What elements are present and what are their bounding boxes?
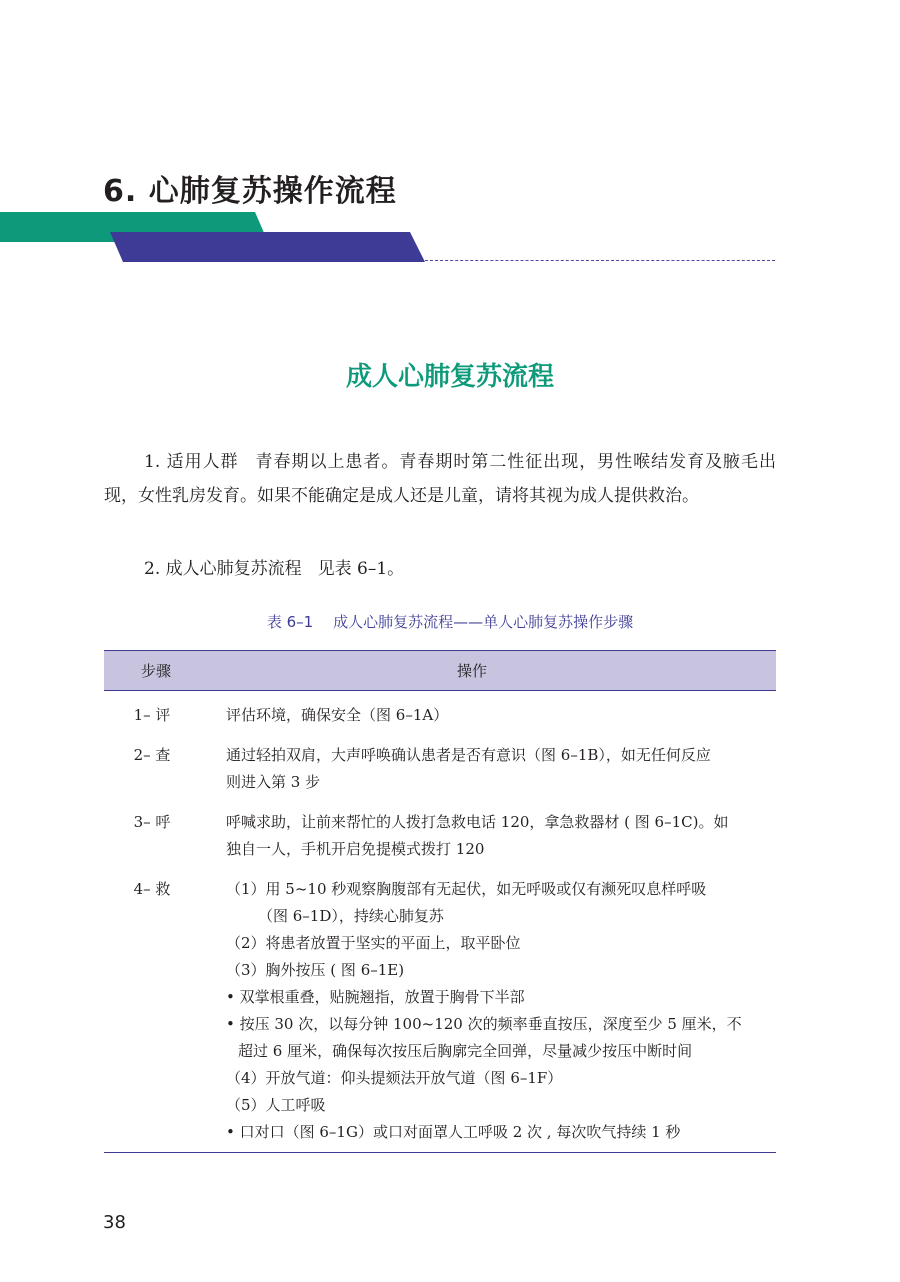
table-header xyxy=(104,650,776,691)
table-caption xyxy=(0,611,900,632)
table-row xyxy=(104,702,776,729)
decorative-band-blue xyxy=(110,232,425,262)
operation-line: 评估环境，确保安全（图 6–1A） xyxy=(226,706,449,724)
table-row xyxy=(104,742,776,796)
paragraph-label: 2. 成人心肺复苏流程 xyxy=(144,559,302,579)
operation-line: （3）胸外按压 ( 图 6–1E) xyxy=(226,961,405,979)
operation-line: （4）开放气道：仰头提颏法开放气道（图 6–1F） xyxy=(226,1069,563,1087)
operation-line: 则进入第 3 步 xyxy=(226,773,321,791)
table-body xyxy=(104,691,776,1152)
operation-cell xyxy=(208,809,776,863)
header-operation: 操作 xyxy=(456,662,487,680)
operation-line: 呼喊求助，让前来帮忙的人拨打急救电话 120，拿急救器材 ( 图 6–1C)。如 xyxy=(226,813,729,831)
chapter-title: 6. 心肺复苏操作流程 xyxy=(103,174,397,209)
paragraph-applicable-population xyxy=(104,445,776,513)
operation-cell xyxy=(208,742,776,796)
operation-cell xyxy=(208,876,776,1146)
table-caption-text: 成人心肺复苏流程——单人心肺复苏操作步骤 xyxy=(333,613,634,631)
paragraph-text: 青春期以上患者。青春期时第二性征出现，男性喉结发育及腋毛出现，女性乳房发育。如果不能确定是成人还是儿童，请将其视为成人提供救治。 xyxy=(104,452,777,506)
operation-line: （5）人工呼吸 xyxy=(226,1096,326,1114)
operation-line: 独自一人，手机开启免提模式拨打 120 xyxy=(226,840,485,858)
operation-line: （2）将患者放置于坚实的平面上，取平卧位 xyxy=(226,934,521,952)
step-cell: 1– 评 xyxy=(133,706,171,724)
table-row xyxy=(104,809,776,863)
operation-line: 超过 6 厘米，确保每次按压后胸廓完全回弹，尽量减少按压中断时间 xyxy=(238,1042,693,1060)
step-cell: 2– 查 xyxy=(133,746,171,764)
paragraph-cpr-process xyxy=(104,552,776,586)
operation-cell xyxy=(208,702,776,729)
section-title: 成人心肺复苏流程 xyxy=(345,362,554,392)
decorative-dashed-line xyxy=(425,260,775,261)
table-caption-number: 表 6–1 xyxy=(266,613,314,631)
operation-line: （图 6–1D），持续心肺复苏 xyxy=(258,907,444,925)
operation-line: （1）用 5~10 秒观察胸腹部有无起伏，如无呼吸或仅有濒死叹息样呼吸 xyxy=(226,880,707,898)
operation-line: • 按压 30 次，以每分钟 100~120 次的频率垂直按压，深度至少 5 厘米，不 xyxy=(226,1015,742,1033)
page-number: 38 xyxy=(103,1212,126,1233)
operation-line: • 口对口（图 6–1G）或口对面罩人工呼吸 2 次 , 每次吹气持续 1 秒 xyxy=(226,1123,681,1141)
table-row xyxy=(104,876,776,1146)
step-cell: 4– 救 xyxy=(133,880,171,898)
paragraph-text: 见表 6–1。 xyxy=(317,559,405,579)
paragraph-label: 1. 适用人群 xyxy=(144,452,239,472)
header-step: 步骤 xyxy=(140,662,171,680)
step-cell: 3– 呼 xyxy=(133,813,171,831)
operation-line: • 双掌根重叠，贴腕翘指，放置于胸骨下半部 xyxy=(226,988,525,1006)
cpr-steps-table xyxy=(104,650,776,1153)
operation-line: 通过轻拍双肩，大声呼唤确认患者是否有意识（图 6–1B），如无任何反应 xyxy=(226,746,711,764)
